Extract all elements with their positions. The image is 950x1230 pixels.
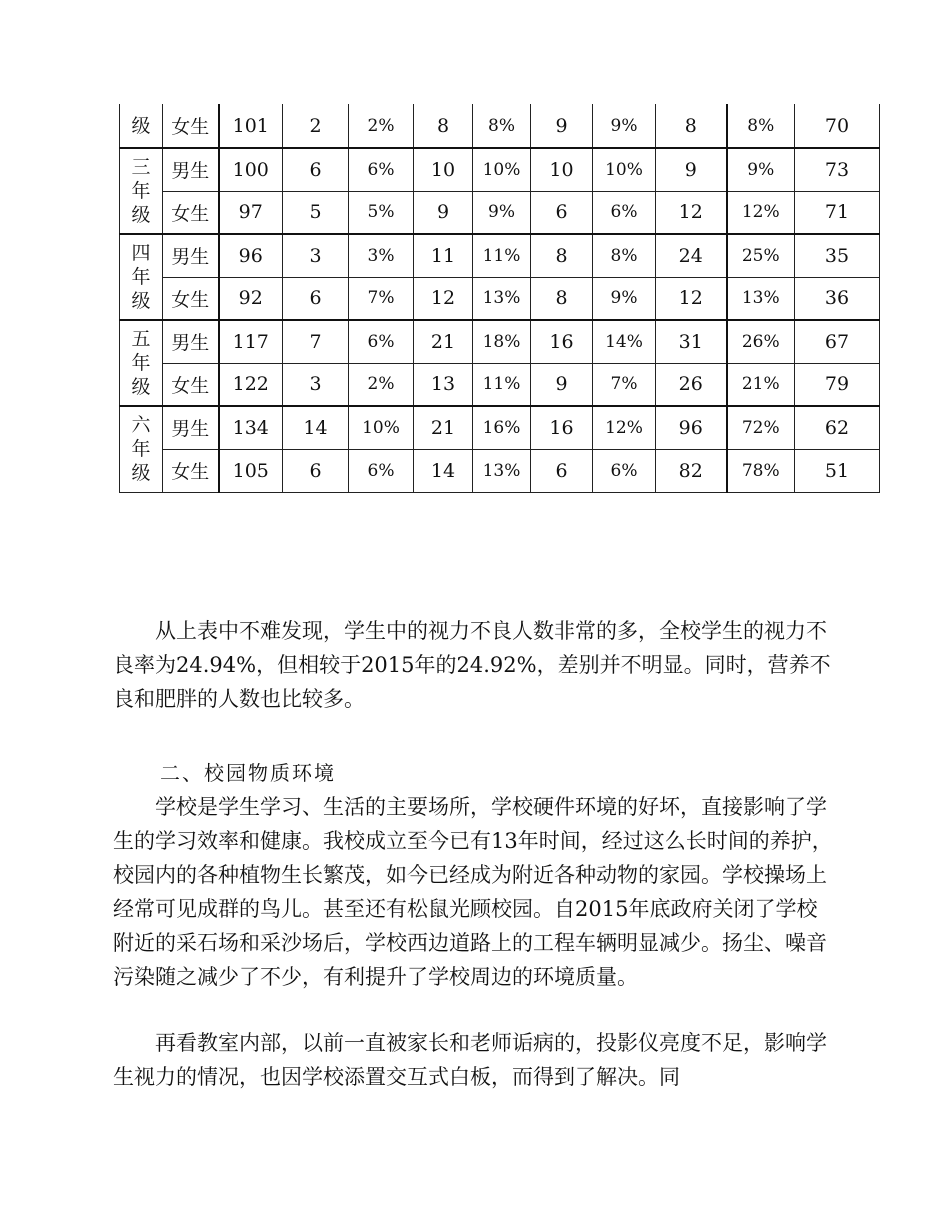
table-cell: 9% (727, 148, 795, 191)
table-cell: 8% (727, 104, 795, 148)
table-cell: 9 (531, 363, 593, 406)
table-cell: 31 (656, 320, 727, 363)
table-cell: 96 (219, 234, 283, 277)
gender-cell: 女生 (163, 363, 219, 406)
table-row (120, 320, 880, 363)
table-cell: 14 (283, 406, 349, 449)
table-cell: 6% (593, 191, 656, 234)
table-cell: 134 (219, 406, 283, 449)
grade-char: 年 (131, 266, 151, 288)
table-cell: 105 (219, 449, 283, 492)
table-cell: 67 (795, 320, 880, 363)
table-cell: 10% (593, 148, 656, 191)
table-cell: 21 (414, 406, 473, 449)
table-row (120, 104, 880, 148)
table-cell: 12% (727, 191, 795, 234)
table-cell: 8 (531, 234, 593, 277)
table-cell: 8 (656, 104, 727, 148)
table-cell: 6% (593, 449, 656, 492)
table-cell: 11% (473, 363, 531, 406)
table-cell: 71 (795, 191, 880, 234)
table-cell: 12% (593, 406, 656, 449)
table-cell: 11 (414, 234, 473, 277)
table-row (120, 363, 880, 406)
table-cell: 6 (531, 191, 593, 234)
table-cell: 9% (473, 191, 531, 234)
table-cell: 100 (219, 148, 283, 191)
classroom-paragraph (113, 1026, 838, 1094)
table-cell: 7% (593, 363, 656, 406)
table-cell: 26 (656, 363, 727, 406)
table-cell: 117 (219, 320, 283, 363)
grade-char: 级 (131, 290, 151, 312)
table-cell: 8% (593, 234, 656, 277)
table-cell: 21% (727, 363, 795, 406)
gender-cell: 女生 (163, 277, 219, 320)
table-cell: 16 (531, 320, 593, 363)
table-cell: 12 (656, 277, 727, 320)
classroom-paragraph-text: 再看教室内部，以前一直被家长和老师诟病的，投影仪亮度不足，影响学生视力的情况，也因学校添置交互式白板，而得到了解决。同 (113, 1031, 827, 1089)
gender-cell: 男生 (163, 148, 219, 191)
campus-environment-paragraph (113, 790, 838, 994)
gender-cell: 女生 (163, 104, 219, 148)
table-cell: 2% (349, 363, 414, 406)
table-cell: 12 (656, 191, 727, 234)
gender-cell: 男生 (163, 234, 219, 277)
table-cell: 97 (219, 191, 283, 234)
table-cell: 24 (656, 234, 727, 277)
table-cell: 10% (349, 406, 414, 449)
grade-cell (120, 148, 163, 234)
table-cell: 13% (727, 277, 795, 320)
table-cell: 9 (656, 148, 727, 191)
table-cell: 62 (795, 406, 880, 449)
table-cell: 18% (473, 320, 531, 363)
grade-cell (120, 234, 163, 320)
table-cell: 9% (593, 104, 656, 148)
grade-char: 级 (131, 204, 151, 226)
table-row (120, 191, 880, 234)
grade-char: 年 (131, 180, 151, 202)
grade-char: 级 (131, 376, 151, 398)
table-cell: 9 (414, 191, 473, 234)
table-cell: 6 (283, 148, 349, 191)
table-cell: 8 (414, 104, 473, 148)
table-cell: 6% (349, 148, 414, 191)
table-cell: 6% (349, 449, 414, 492)
grade-cell: 级 (120, 104, 163, 148)
table-cell: 92 (219, 277, 283, 320)
grade-cell (120, 406, 163, 492)
gender-cell: 女生 (163, 449, 219, 492)
table-cell: 13% (473, 449, 531, 492)
grade-char: 五 (131, 328, 151, 350)
table-cell: 6 (283, 449, 349, 492)
grade-char: 六 (131, 414, 151, 437)
table-cell: 8 (531, 277, 593, 320)
table-cell: 5% (349, 191, 414, 234)
table-cell: 7 (283, 320, 349, 363)
table-cell: 79 (795, 363, 880, 406)
table-cell: 7% (349, 277, 414, 320)
health-statistics-table-container (119, 104, 850, 496)
table-cell: 122 (219, 363, 283, 406)
table-body (120, 104, 880, 492)
grade-char: 四 (131, 242, 151, 264)
table-cell: 3 (283, 363, 349, 406)
table-cell: 70 (795, 104, 880, 148)
gender-cell: 男生 (163, 320, 219, 363)
health-statistics-table (119, 104, 880, 493)
table-cell: 9 (531, 104, 593, 148)
section-heading: 二、校园物质环境 (160, 761, 336, 785)
table-cell: 2% (349, 104, 414, 148)
table-cell: 3% (349, 234, 414, 277)
table-cell: 9% (593, 277, 656, 320)
table-cell: 10% (473, 148, 531, 191)
table-cell: 13% (473, 277, 531, 320)
table-cell: 101 (219, 104, 283, 148)
gender-cell: 女生 (163, 191, 219, 234)
table-cell: 6 (283, 277, 349, 320)
table-cell: 6 (531, 449, 593, 492)
table-cell: 2 (283, 104, 349, 148)
table-cell: 96 (656, 406, 727, 449)
table-cell: 10 (414, 148, 473, 191)
table-cell: 6% (349, 320, 414, 363)
table-row (120, 234, 880, 277)
table-cell: 82 (656, 449, 727, 492)
table-cell: 36 (795, 277, 880, 320)
table-row (120, 148, 880, 191)
gender-cell: 男生 (163, 406, 219, 449)
table-cell: 16% (473, 406, 531, 449)
table-cell: 5 (283, 191, 349, 234)
table-cell: 10 (531, 148, 593, 191)
grade-char: 年 (131, 438, 151, 461)
table-cell: 13 (414, 363, 473, 406)
table-cell: 8% (473, 104, 531, 148)
table-cell: 3 (283, 234, 349, 277)
grade-char: 三 (131, 156, 151, 178)
grade-char: 级 (131, 462, 151, 485)
table-row (120, 277, 880, 320)
table-cell: 25% (727, 234, 795, 277)
table-cell: 73 (795, 148, 880, 191)
table-cell: 14 (414, 449, 473, 492)
table-cell: 12 (414, 277, 473, 320)
table-row (120, 449, 880, 492)
campus-environment-paragraph-text: 学校是学生学习、生活的主要场所，学校硬件环境的好坏，直接影响了学生的学习效率和健康。我校成立至今已有13年时间，经过这么长时间的养护，校园内的各种植物生长繁茂，如今已经成为附近各种动物的家园。学校操场上经常可见成群的鸟儿。甚至还有松鼠光顾校园。自2015年底政府关闭了学校附近的采石场和采沙场后，学校西边道路上的工程车辆明显减少。扬尘、噪音污染随之减少了不少，有利提升了学校周边的环境质量。 (113, 795, 833, 989)
table-cell: 16 (531, 406, 593, 449)
grade-cell (120, 320, 163, 406)
table-cell: 51 (795, 449, 880, 492)
analysis-paragraph-text: 从上表中不难发现，学生中的视力不良人数非常的多，全校学生的视力不良率为24.94%，但相较于2015年的24.92%，差别并不明显。同时，营养不良和肥胖的人数也比较多。 (113, 619, 831, 711)
table-cell: 21 (414, 320, 473, 363)
table-cell: 78% (727, 449, 795, 492)
table-cell: 26% (727, 320, 795, 363)
grade-char: 年 (131, 352, 151, 374)
table-cell: 14% (593, 320, 656, 363)
analysis-paragraph (113, 614, 838, 716)
table-cell: 72% (727, 406, 795, 449)
table-cell: 11% (473, 234, 531, 277)
table-row (120, 406, 880, 449)
table-cell: 35 (795, 234, 880, 277)
